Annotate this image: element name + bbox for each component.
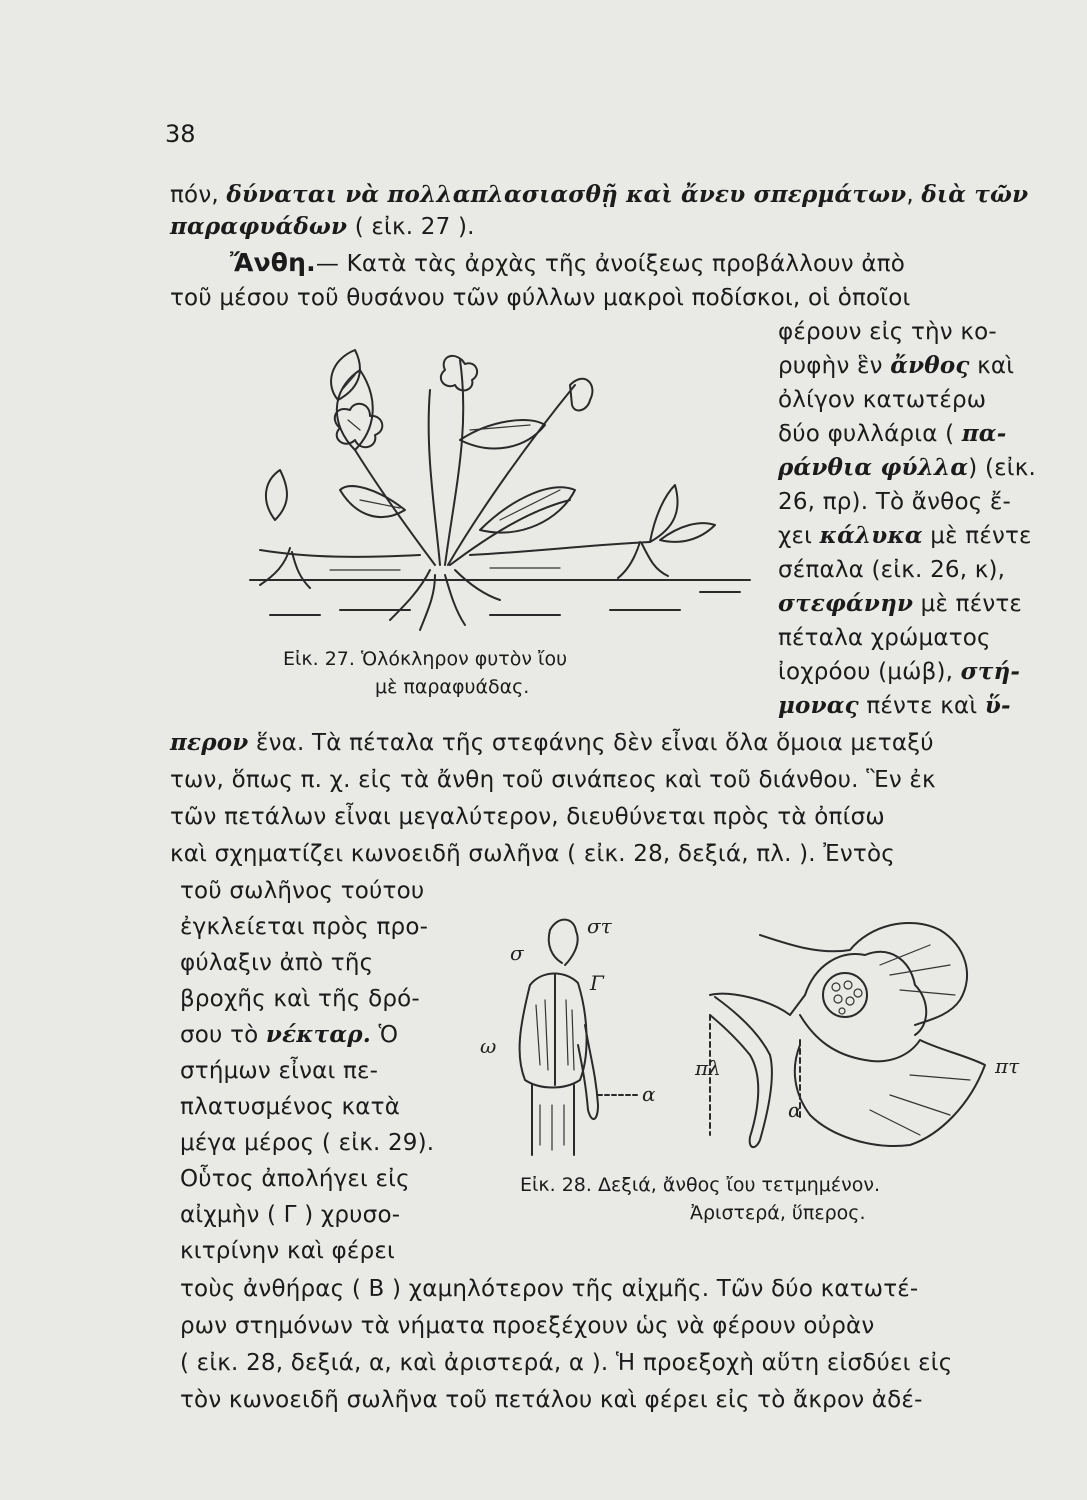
figure-28-caption-line1: Εἰκ. 28. Δεξιά, ἄνθος ἴου τετμημένον. (520, 1174, 881, 1196)
text-line: σέπαλα (εἰκ. 26, κ), (778, 557, 1006, 583)
emphasis: δύναται νὰ πολλαπλασιασθῇ καὶ ἄνευ σπερμάτων (226, 181, 907, 208)
text-line: στήμων εἶναι πε- (180, 1058, 379, 1084)
text: σου τὸ (180, 1022, 266, 1048)
label-g: Γ (590, 971, 604, 995)
text: — Κατὰ τὰς ἀρχὰς τῆς ἀνοίξεως προβάλλουν ἀπὸ (315, 251, 906, 277)
text: καὶ (969, 353, 1015, 379)
text-line: βροχῆς καὶ τῆς δρό- (180, 986, 420, 1012)
text-line: ὀλίγον κατωτέρω (778, 387, 987, 413)
text: μὲ πέντε (913, 591, 1023, 617)
text: , (906, 182, 922, 208)
emphasis: περον (170, 729, 249, 756)
emphasis: παραφυάδων (170, 213, 348, 240)
text-line: 26, πρ). Τὸ ἄνθος ἔ- (778, 489, 1012, 515)
text-line: κιτρίνην καὶ φέρει (180, 1238, 395, 1264)
text-line: τοὺς ἀνθήρας ( Β ) χαμηλότερον τῆς αἰχμῆς. Τῶν δύο κατωτέ- (180, 1276, 919, 1302)
label-st: στ (587, 914, 612, 938)
figure-28-violet-flower-section (470, 905, 1030, 1165)
text: πόν, (170, 182, 227, 208)
label-pl: πλ (695, 1056, 721, 1080)
text-line (170, 212, 475, 242)
text: Ὁ (370, 1022, 399, 1048)
text-line: τοῦ σωλῆνος τούτου (180, 878, 425, 904)
emphasis: ὕ- (984, 692, 1011, 719)
text-line (778, 657, 1020, 687)
text-line (778, 453, 1036, 483)
label-a-left: α (642, 1082, 656, 1106)
emphasis: νέκταρ. (265, 1021, 371, 1048)
text-line (778, 589, 1022, 619)
emphasis: ράνθια φύλλα (778, 454, 969, 481)
section-heading: Ἄνθη. (230, 248, 316, 277)
text-line: ( εἰκ. 28, δεξιά, α, καὶ ἀριστερά, α ). Ἡ προεξοχὴ αὕτη εἰσδύει εἰς (180, 1350, 953, 1376)
emphasis: μονας (778, 692, 859, 719)
figure-27-violet-plant (230, 330, 770, 640)
text-line: Οὗτος ἀπολήγει εἰς (180, 1166, 410, 1192)
text: ( εἰκ. 27 ). (347, 214, 475, 240)
text-line: ρων στημόνων τὰ νήματα προεξέχουν ὡς νὰ φέρουν οὐρὰν (180, 1313, 875, 1339)
emphasis: πα- (961, 420, 1007, 447)
text-line: αἰχμὴν ( Γ ) χρυσο- (180, 1202, 401, 1228)
text: χει (778, 523, 820, 549)
text-line: μέγα μέρος ( εἰκ. 29). (180, 1130, 435, 1156)
figure-27-caption-line1: Εἰκ. 27. Ὁλόκληρον φυτὸν ἴου (283, 648, 568, 670)
text-line (778, 691, 1011, 721)
text: ρυφὴν ἓν (778, 353, 891, 379)
page-number: 38 (165, 120, 196, 148)
emphasis: στεφάνην (778, 590, 914, 617)
emphasis: στή- (960, 658, 1021, 685)
figure-27-caption-line2: μὲ παραφυάδας. (375, 676, 530, 698)
text-line: των, ὅπως π. χ. εἰς τὰ ἄνθη τοῦ σινάπεος καὶ τοῦ διάνθου. Ἓν ἐκ (170, 767, 936, 793)
label-o: σ (510, 941, 524, 965)
text-line: τὸν κωνοειδῆ σωλῆνα τοῦ πετάλου καὶ φέρει εἰς τὸ ἄκρον ἀδέ- (180, 1387, 923, 1413)
emphasis: κάλυκα (819, 522, 923, 549)
text: ἕνα. Τὰ πέταλα τῆς στεφάνης δὲν εἶναι ὅλα ὅμοια μεταξύ (248, 730, 934, 756)
label-a-right: α (788, 1098, 802, 1122)
text-line (778, 419, 1006, 449)
text: μὲ πέντε (922, 523, 1032, 549)
text-line (778, 351, 1014, 381)
text-line: φύλαξιν ἀπὸ τῆς (180, 950, 374, 976)
label-pt: πτ (995, 1054, 1020, 1078)
label-w: ω (480, 1034, 497, 1058)
text-line (180, 1020, 398, 1050)
text-line: τῶν πετάλων εἶναι μεγαλύτερον, διευθύνεται πρὸς τὰ ὀπίσω (170, 804, 885, 830)
text-line (170, 728, 934, 758)
text-line: τοῦ μέσου τοῦ θυσάνου τῶν φύλλων μακροὶ ποδίσκοι, οἱ ὁποῖοι (170, 285, 911, 311)
text: δύο φυλλάρια ( (778, 421, 962, 447)
text-line (230, 248, 905, 279)
text-line: φέρουν εἰς τὴν κο- (778, 319, 997, 345)
text-line: πλατυσμένος κατὰ (180, 1094, 401, 1120)
text-line: καὶ σχηματίζει κωνοειδῆ σωλῆνα ( εἰκ. 28, δεξιά, πλ. ). Ἐντὸς (170, 841, 895, 867)
text-line: ἐγκλείεται πρὸς προ- (180, 914, 429, 940)
text-line (170, 180, 1028, 210)
emphasis: ἄνθος (890, 352, 970, 379)
text: ἰοχρόου (μώβ), (778, 659, 961, 685)
text: ) (εἰκ. (968, 455, 1037, 481)
text-line (778, 521, 1032, 551)
figure-28-caption-line2: Ἀριστερά, ὕπερος. (690, 1202, 866, 1224)
emphasis: διὰ τῶν (921, 181, 1029, 208)
text-line: πέταλα χρώματος (778, 625, 991, 651)
text: πέντε καὶ (858, 693, 985, 719)
